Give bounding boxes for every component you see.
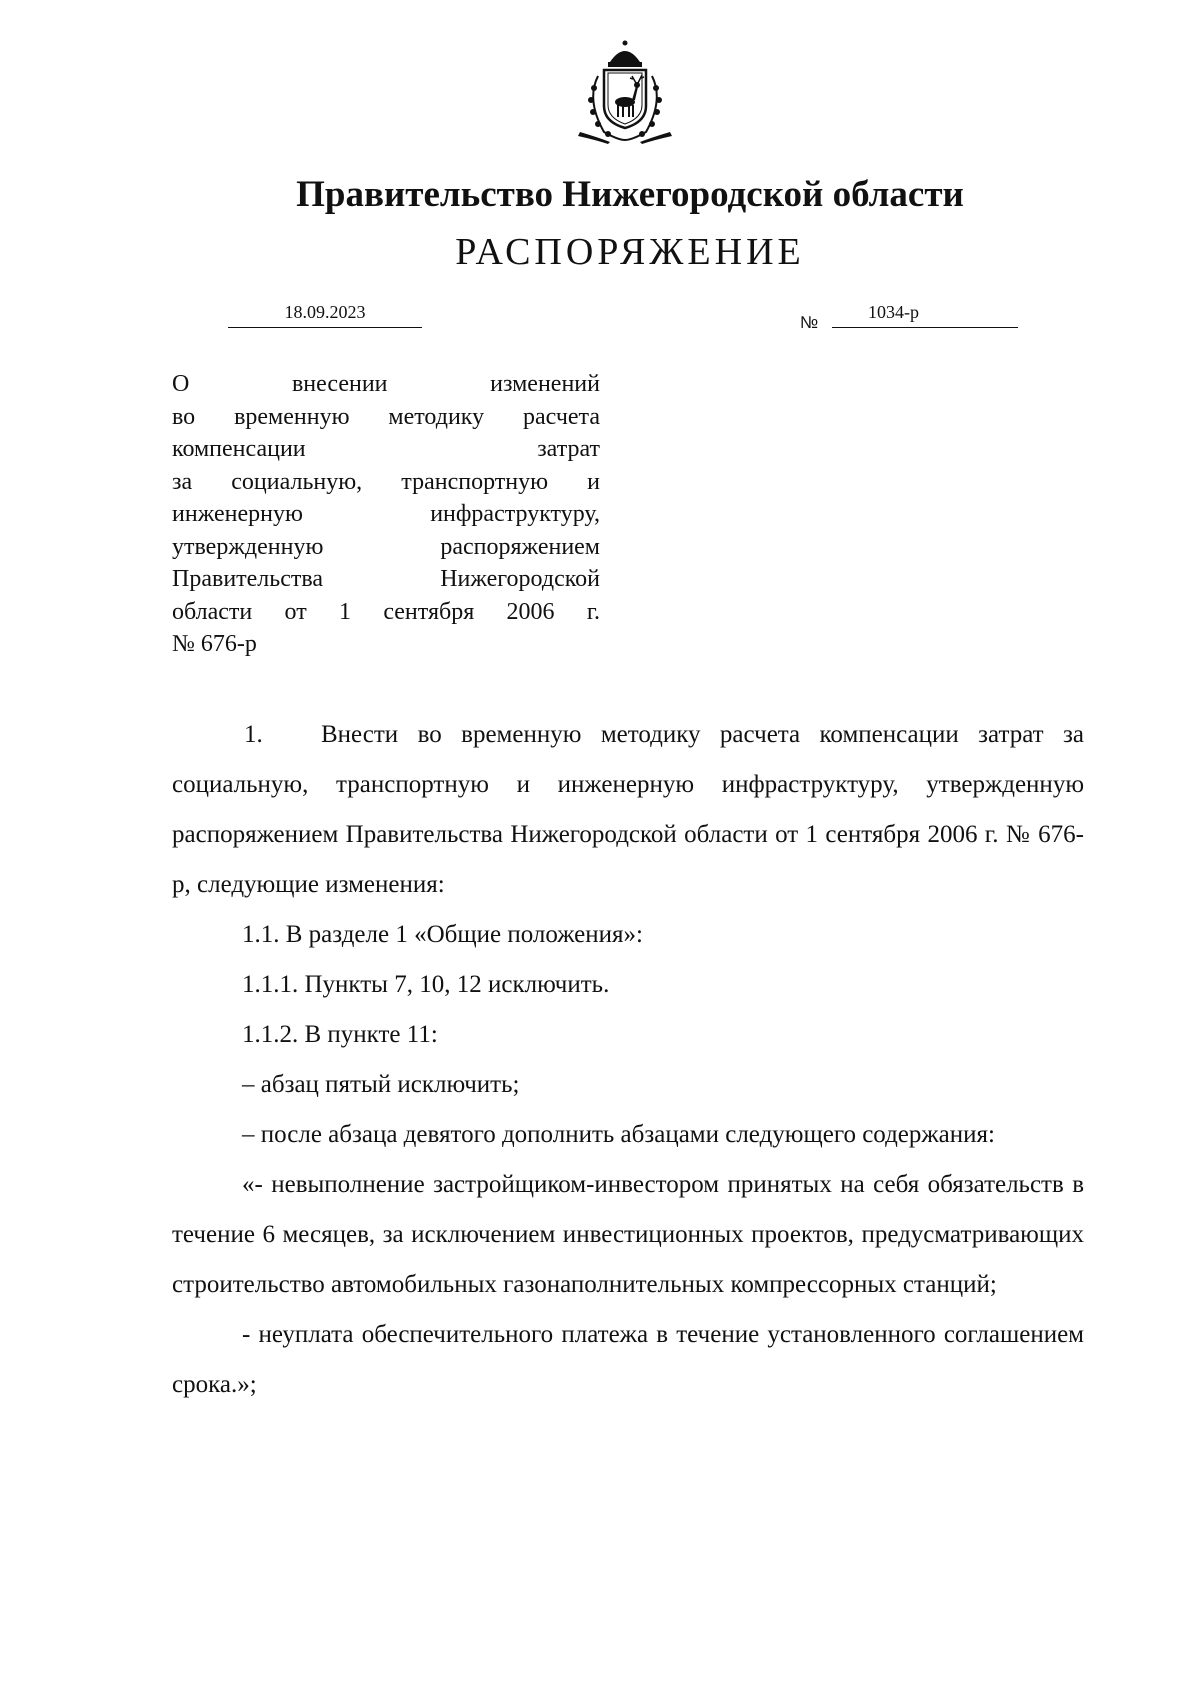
number-underline (832, 327, 1018, 328)
number-sign: № (800, 313, 819, 332)
subject-line: во временную методику расчета (172, 403, 600, 430)
subject-line: инженерную инфраструктуру, (172, 501, 600, 527)
paragraph: 1.1.2. В пункте 11: (242, 1021, 438, 1048)
paragraph: 1.1.1. Пункты 7, 10, 12 исключить. (242, 971, 610, 998)
item-text: Внести во временную методику расчета компенсации затрат за социальную, транспортную и инженерную инфраструктуру, утвержденную распоряжением Правительства Нижегородской области от 1 сентября 2006 г. № 676-р, следующие изменения: (172, 721, 1084, 898)
date-underline (228, 327, 422, 328)
subject-line: компенсации затрат (172, 436, 600, 462)
date-field (228, 302, 422, 328)
subject-line: № 676-р (172, 631, 257, 657)
paragraph: 1.1. В разделе 1 «Общие положения»: (242, 921, 643, 948)
paragraph: «- невыполнение застройщиком-инвестором принятых на себя обязательств в течение 6 месяцев, за исключением инвестиционных проектов, предусматривающих строительство автомобильных газонаполнительных компрессорных станций; (172, 1171, 1084, 1298)
item-number: 1. (244, 721, 263, 748)
document-type: РАСПОРЯЖЕНИЕ (455, 231, 805, 273)
subject-line: утвержденную распоряжением (172, 533, 600, 560)
document-subject (172, 368, 600, 661)
paragraph: - неуплата обеспечительного платежа в течение установленного соглашением срока.»; (172, 1321, 1084, 1398)
coat-of-arms-emblem (570, 40, 680, 146)
subject-line: области от 1 сентября 2006 г. (172, 598, 600, 625)
number-field (832, 302, 1018, 328)
paragraph: – абзац пятый исключить; (242, 1071, 520, 1098)
subject-line: Правительства Нижегородской (172, 566, 600, 592)
document-body (172, 710, 1084, 1410)
government-title: Правительство Нижегородской области (296, 174, 964, 215)
paragraph: – после абзаца девятого дополнить абзацами следующего содержания: (242, 1121, 995, 1148)
document-date: 18.09.2023 (284, 302, 366, 322)
paragraph-item-1 (172, 710, 1084, 910)
subject-line: за социальную, транспортную и (172, 468, 600, 495)
document-number: 1034-р (868, 302, 919, 322)
subject-line: О внесении изменений (172, 371, 600, 397)
